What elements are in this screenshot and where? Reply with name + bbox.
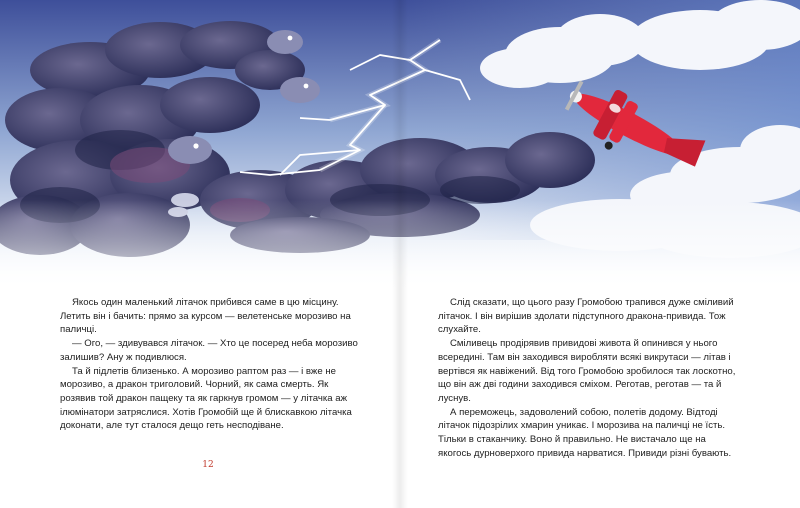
- left-page-text: [60, 296, 362, 433]
- left-paragraph-3: Та й підлетів близенько. А морозиво раптом раз — і вже не морозиво, а дракон триголовий. Чорний, як сама смерть. Як розявив той дракон пащеку та як гаркнув громом — у літачка аж ілюмінатори затряслися. Хотів Громобій ще й блискавкою літачка доконати, але тут сталося дещо геть несподіване.: [60, 365, 352, 432]
- right-paragraph-3: А переможець, задоволений собою, полетів додому. Відтоді літачок підозрілих хмарин уникає. І морозива на паличці не їсть. Тільки в стаканчику. Воно й правильно. Не вистачало ще на якогось дурноверхого привида нарватися. Привиди різні бувають.: [438, 406, 732, 459]
- right-page-text: [438, 296, 739, 460]
- page-number: 12: [202, 460, 214, 470]
- book-gutter: [392, 0, 408, 508]
- right-paragraph-2: Сміливець продірявив привидові живота й опинився у нього всередині. Там він заходився виробляти всякі викрутаси — літав і вертівся як навіжений. Від того Громобою зробилося так лоскотно, що він аж дві години заходився сміхом. Реготав, реготав — та й луснув.: [438, 338, 736, 404]
- left-paragraph-1: Якось один маленький літачок прибився саме в цю місцину. Летить він і бачить: прямо за курсом — велетенське морозиво на паличці.: [60, 297, 351, 336]
- right-paragraph-1: Слід сказати, що цього разу Громобою трапився дуже сміливий літачок. І він вирішив здолати підступного дракона-привида. Тож слухайте.: [438, 297, 734, 336]
- left-paragraph-2: — Ого, — здивувався літачок. — Хто це посеред неба морозиво залишив? Ану ж подивлюся.: [60, 338, 358, 363]
